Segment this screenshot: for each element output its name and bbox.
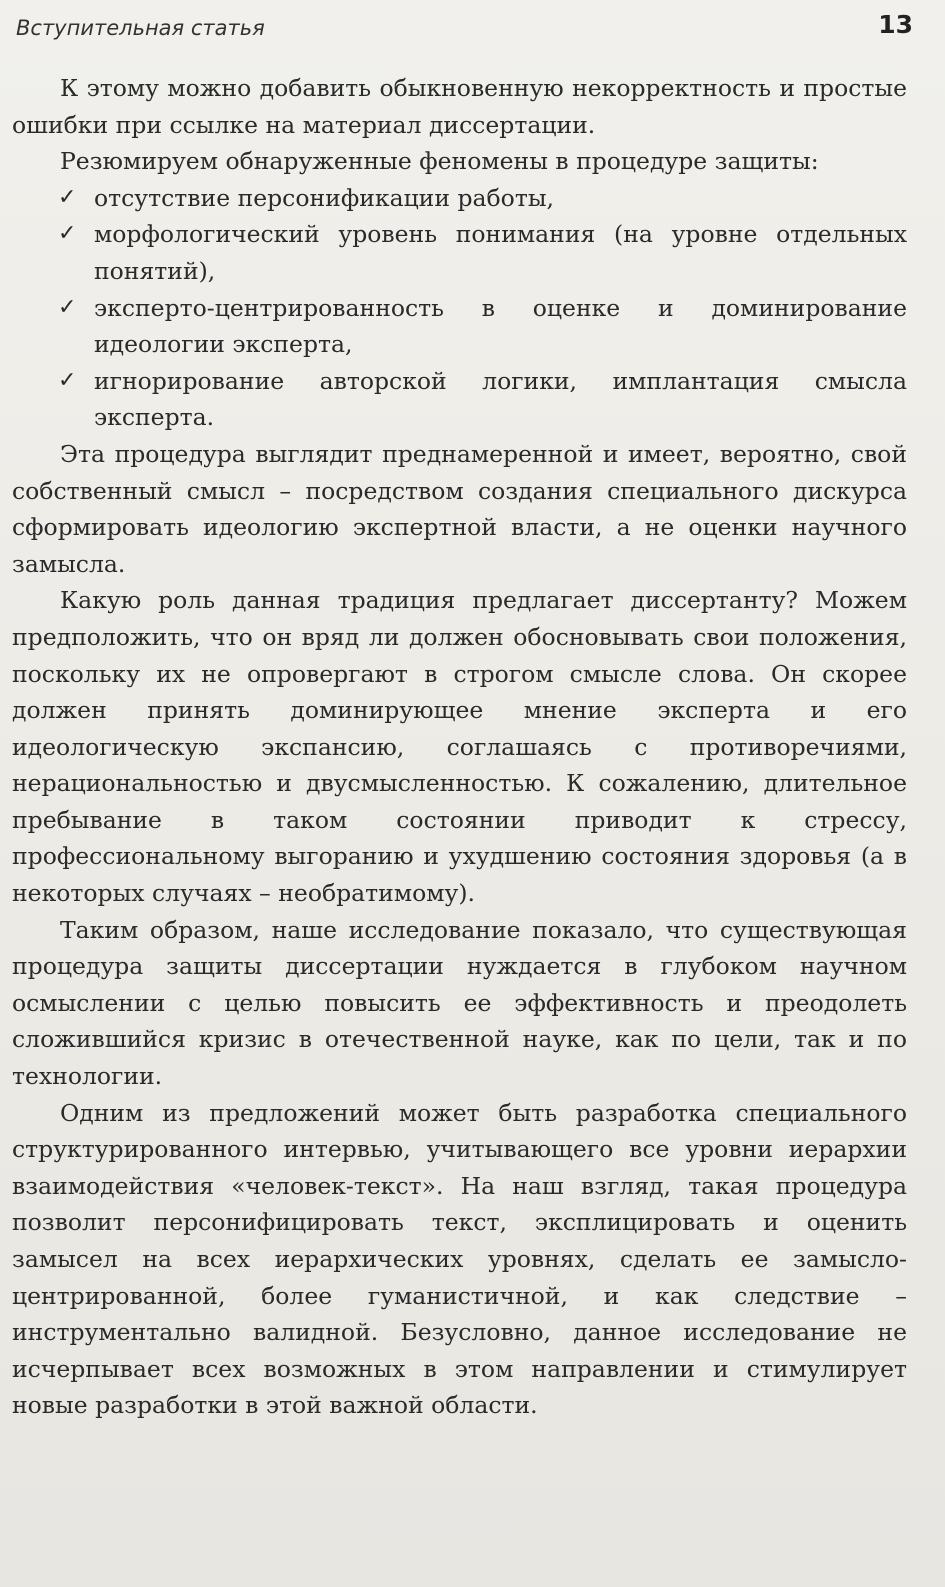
- section-title: Вступительная статья: [16, 16, 265, 40]
- list-item: [58, 216, 907, 289]
- paragraph: К этому можно добавить обыкновенную некорректность и простые ошибки при ссылке на материал диссертации.: [12, 74, 907, 139]
- checkmark-icon: ✓: [58, 184, 77, 210]
- list-item-text: отсутствие персонификации работы,: [94, 183, 555, 212]
- checkmark-icon: ✓: [58, 221, 77, 247]
- checkmark-icon: ✓: [58, 294, 77, 320]
- paragraph: Одним из предложений может быть разработка специального структурированного интервью, учитывающего все уровни иерархии взаимодействия «человек-текст». На наш взгляд, такая процедура позволит персонифицировать текст, эксплицировать и оценить замысел на всех иерархических уровнях, сделать ее замысло-центрированной, более гуманистичной, и как следствие – инструментально валидной. Безусловно, данное исследование не исчерпывает всех возможных в этом направлении и стимулирует новые разработки в этой важной области.: [12, 1098, 907, 1420]
- list-item-text: эксперто-центрированность в оценке и доминирование идеологии эксперта,: [94, 293, 907, 359]
- body-text: [12, 70, 907, 1424]
- paragraph: Таким образом, наше исследование показало, что существующая процедура защиты диссертации нуждается в глубоком научном осмыслении с целью повысить ее эффективность и преодолеть сложившийся кризис в отечественной науке, как по цели, так и по технологии.: [12, 915, 907, 1091]
- list-item: [58, 180, 907, 217]
- running-head: [12, 0, 913, 70]
- checklist: [12, 180, 907, 436]
- list-item: [58, 363, 907, 436]
- list-item-text: игнорирование авторской логики, имплантация смысла эксперта.: [94, 366, 907, 432]
- list-item-text: морфологический уровень понимания (на уровне отдельных понятий),: [94, 220, 907, 285]
- paragraph: Резюмируем обнаруженные феномены в процедуре защиты:: [60, 147, 819, 176]
- checkmark-icon: ✓: [58, 367, 77, 393]
- list-item: [58, 290, 907, 363]
- paragraph: Эта процедура выглядит преднамеренной и имеет, вероятно, свой собственный смысл – посредством создания специального дискурса сформировать идеологию экспертной власти, а не оценки научного замысла.: [12, 439, 907, 578]
- page-number: 13: [878, 10, 913, 39]
- paragraph: Какую роль данная традиция предлагает диссертанту? Можем предположить, что он вряд ли должен обосновывать свои положения, поскольку их не опровергают в строгом смысле слова. Он скорее должен принять доминирующее мнение эксперта и его идеологическую экспансию, соглашаясь с противоречиями, нерациональностью и двусмысленностью. К сожалению, длительное пребывание в таком состоянии приводит к стрессу, профессиональному выгоранию и ухудшению состояния здоровья (а в некоторых случаях – необратимому).: [12, 586, 907, 908]
